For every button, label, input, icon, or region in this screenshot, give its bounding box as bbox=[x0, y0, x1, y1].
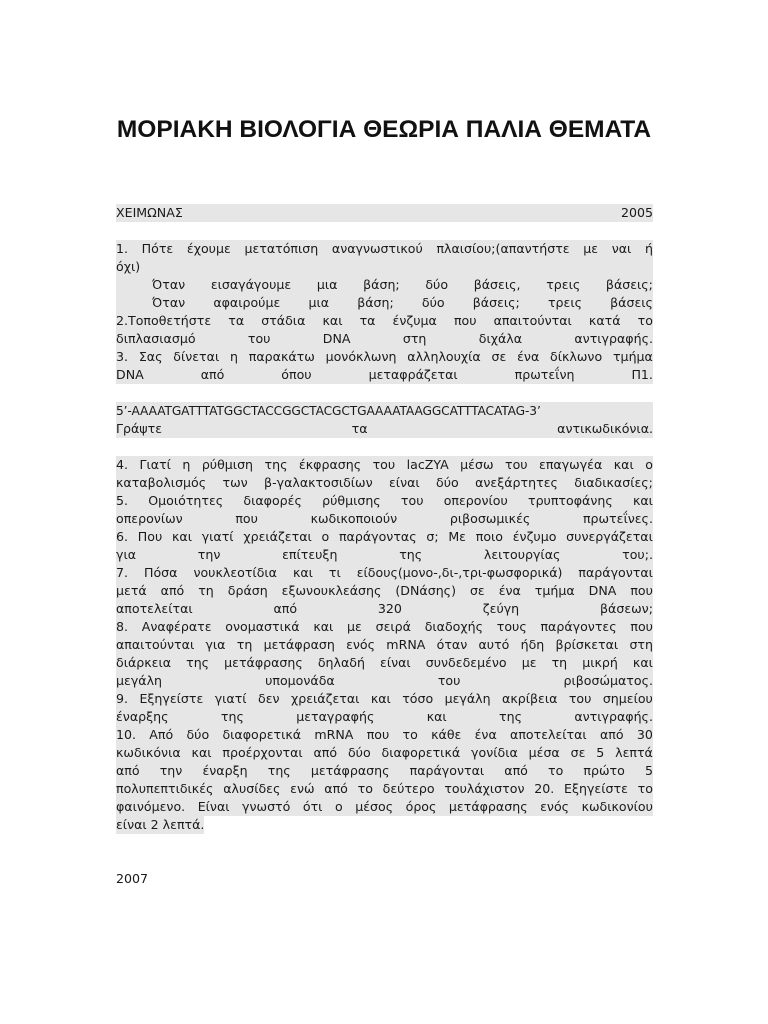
text-line: έναρξης της μεταγραφής και της αντιγραφής. bbox=[116, 709, 653, 724]
text-line: 9. Εξηγείστε γιατί δεν χρειάζεται και τόσο μεγάλη ακρίβεια του σημείου bbox=[116, 691, 653, 706]
text-line: είναι 2 λεπτά. bbox=[116, 817, 205, 832]
text-line: Όταν αφαιρούμε μια βάση; δύο βάσεις; τρεις βάσεις bbox=[116, 294, 653, 312]
text-line: DNA από όπου μεταφράζεται πρωτεΐνη Π1. bbox=[116, 367, 653, 382]
text-line: καταβολισμός των β-γαλακτοσιδίων είναι δύο ανεξάρτητες διαδικασίες; bbox=[116, 475, 653, 490]
document-title: ΜΟΡΙΑΚΗ ΒΙΟΛΟΓΙΑ ΘΕΩΡΙΑ ΠΑΛΙΑ ΘΕΜΑΤΑ bbox=[116, 116, 652, 143]
text-line: ΧΕΙΜΩΝΑΣ 2005 bbox=[116, 205, 653, 220]
text-line: 4. Γιατί η ρύθμιση της έκφρασης του lacZYA μέσω του επαγωγέα και ο bbox=[116, 457, 653, 472]
document-body bbox=[116, 204, 653, 888]
blank-line bbox=[116, 384, 653, 402]
text-line: φαινόμενο. Είναι γνωστό ότι ο μέσος όρος μετάφρασης ενός κωδικονίου bbox=[116, 799, 653, 814]
blank-line bbox=[116, 852, 653, 870]
text-line: από την έναρξη της μετάφρασης παράγονται από το πρώτο 5 bbox=[116, 763, 653, 778]
text-line: για την επίτευξη της λειτουργίας του;. bbox=[116, 547, 653, 562]
text-line: 8. Αναφέρατε ονομαστικά και με σειρά διαδοχής τους παράγοντες που bbox=[116, 619, 653, 634]
blank-line bbox=[116, 834, 653, 852]
text-line: 2.Τοποθετήστε τα στάδια και τα ένζυμα που απαιτούνται κατά το bbox=[116, 313, 653, 328]
text-line: πολυπεπτιδικές αλυσίδες ενώ από το δεύτερο τουλάχιστον 20. Εξηγείστε το bbox=[116, 781, 653, 796]
text-line: 7. Πόσα νουκλεοτίδια και τι είδους(μονο-,δι-,τρι-φωσφορικά) παράγονται bbox=[116, 565, 653, 580]
text-line: κωδικόνια και προέρχονται από δύο διαφορετικά γονίδια μέσα σε 5 λεπτά bbox=[116, 745, 653, 760]
text-line: 6. Που και γιατί χρειάζεται ο παράγοντας σ; Με ποιο ένζυμο συνεργάζεται bbox=[116, 529, 653, 544]
blank-line bbox=[116, 438, 653, 456]
text-line: 2007 bbox=[116, 871, 149, 886]
text-line: μεγάλη υπομονάδα του ριβοσώματος. bbox=[116, 673, 653, 688]
text-line: Όταν εισαγάγουμε μια βάση; δύο βάσεις, τρεις βάσεις; bbox=[116, 276, 653, 294]
text-line: 5. Ομοιότητες διαφορές ρύθμισης του οπερονίου τρυπτοφάνης και bbox=[116, 493, 653, 508]
text-line: 3. Σας δίνεται η παρακάτω μονόκλωνη αλληλουχία σε ένα δίκλωνο τμήμα bbox=[116, 349, 653, 364]
text-line: οπερονίων που κωδικοποιούν ριβοσωμικές πρωτεΐνες. bbox=[116, 511, 653, 526]
text-line: 5’-AAAATGATTTATGGCTACCGGCTACGCTGAAAATAAGGCATTTACATAG-3’ bbox=[116, 402, 653, 420]
text-line: μετά από τη δράση εξωνουκλεάσης (DNάσης) σε ένα τμήμα DNA που bbox=[116, 583, 653, 598]
blank-line bbox=[116, 222, 653, 240]
text-line: 1. Πότε έχουμε μετατόπιση αναγνωστικού πλαισίου;(απαντήστε με ναι ή bbox=[116, 241, 653, 256]
text-line: διπλασιασμό του DNA στη διχάλα αντιγραφής. bbox=[116, 331, 653, 346]
text-line: όχι) bbox=[116, 258, 653, 276]
text-line: απαιτούνται για τη μετάφραση ενός mRNA όταν αυτό ήδη βρίσκεται στη bbox=[116, 637, 653, 652]
text-line: Γράψτε τα αντικωδικόνια. bbox=[116, 421, 653, 436]
text-line: 10. Από δύο διαφορετικά mRNA που το κάθε ένα αποτελείται από 30 bbox=[116, 727, 653, 742]
text-line: διάρκεια της μετάφρασης δηλαδή είναι συνδεδεμένο με τη μικρή και bbox=[116, 655, 653, 670]
text-line: αποτελείται από 320 ζεύγη βάσεων; bbox=[116, 601, 653, 616]
